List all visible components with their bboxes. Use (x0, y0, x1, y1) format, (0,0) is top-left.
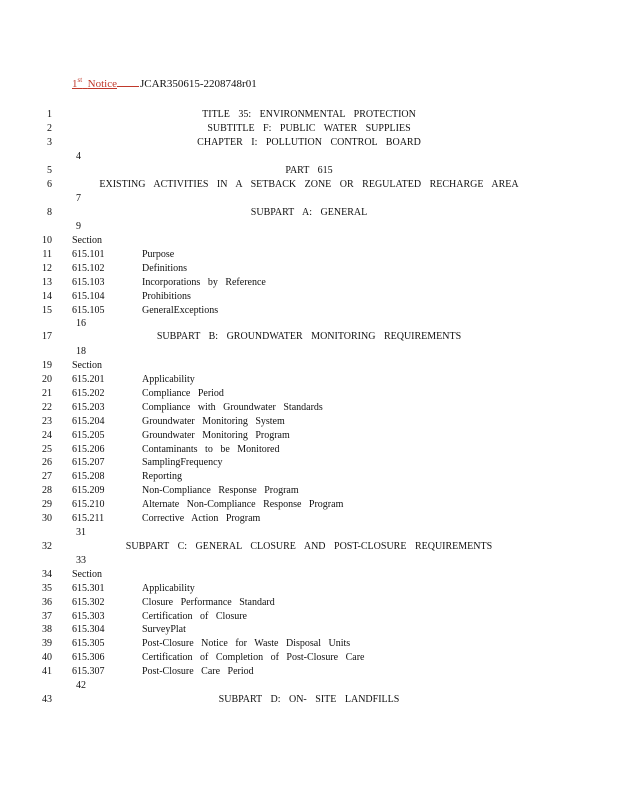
notice-superscript: st (77, 76, 83, 84)
section-title: Certification of Closure (142, 611, 247, 622)
document-line (0, 693, 618, 707)
section-number: 615.302 (72, 597, 105, 608)
centered-heading: EXISTING ACTIVITIES IN A SETBACK ZONE OR REGULATED RECHARGE AREA (99, 179, 519, 190)
line-number: 38 (42, 624, 52, 635)
section-title: Compliance Period (142, 388, 224, 399)
jcar-number: JCAR350615-2208748r01 (140, 78, 257, 90)
line-number: 2 (47, 123, 52, 134)
document-line (0, 512, 618, 526)
line-number: 25 (42, 444, 52, 455)
section-number: 615.206 (72, 444, 105, 455)
line-number: 15 (42, 305, 52, 316)
section-title: Definitions (142, 263, 187, 274)
document-line (0, 178, 618, 192)
centered-heading: SUBPART A: GENERAL (250, 207, 368, 218)
document-line (0, 150, 618, 164)
document-line (0, 122, 618, 136)
section-title: Closure Performance Standard (142, 597, 275, 608)
section-title: Corrective Action Program (142, 513, 261, 524)
notice-label (72, 78, 117, 90)
line-number: 26 (42, 457, 52, 468)
section-number: 615.201 (72, 374, 105, 385)
section-number: 615.211 (72, 513, 105, 524)
document-line (0, 498, 618, 512)
line-number: 42 (76, 680, 86, 691)
document-line (0, 484, 618, 498)
line-number: 30 (42, 513, 52, 524)
document-line (0, 373, 618, 387)
document-line (0, 248, 618, 262)
section-title: Contaminants to be Monitored (142, 444, 280, 455)
section-title: SamplingFrequency (142, 457, 223, 468)
line-number: 41 (42, 666, 52, 677)
document-line (0, 679, 618, 693)
section-title: Purpose (142, 249, 175, 260)
notice-number: 1 (72, 78, 78, 90)
document-line (0, 234, 618, 248)
document-line (0, 540, 618, 554)
document-line (0, 456, 618, 470)
line-number: 11 (42, 249, 52, 260)
section-number: 615.208 (72, 471, 105, 482)
document-line (0, 136, 618, 150)
line-number: 32 (42, 541, 52, 552)
section-title: Alternate Non-Compliance Response Program (142, 499, 344, 510)
document-line (0, 596, 618, 610)
line-number: 5 (47, 165, 52, 176)
document-line (0, 359, 618, 373)
document-line (0, 415, 618, 429)
document-line (0, 526, 618, 540)
section-heading: Section (72, 235, 102, 246)
section-title: Post-Closure Notice for Waste Disposal Units (142, 638, 351, 649)
line-number: 33 (76, 555, 86, 566)
line-number: 4 (76, 151, 81, 162)
centered-heading: TITLE 35: ENVIRONMENTAL PROTECTION (202, 109, 416, 120)
document-line (0, 623, 618, 637)
document-line (0, 387, 618, 401)
section-number: 615.307 (72, 666, 105, 677)
section-title: Post-Closure Care Period (142, 666, 254, 677)
section-title: Applicability (142, 374, 195, 385)
document-line (0, 554, 618, 568)
section-title: Non-Compliance Response Program (142, 485, 299, 496)
line-number: 14 (42, 291, 52, 302)
centered-heading: SUBPART B: GROUNDWATER MONITORING REQUIREMENTS (156, 331, 462, 342)
document-line (0, 665, 618, 679)
document-line (0, 330, 618, 344)
line-number: 13 (42, 277, 52, 288)
line-number: 16 (76, 318, 86, 329)
section-number: 615.204 (72, 416, 105, 427)
section-title: Compliance with Groundwater Standards (142, 402, 323, 413)
section-number: 615.203 (72, 402, 105, 413)
section-number: 615.102 (72, 263, 105, 274)
line-number: 22 (42, 402, 52, 413)
notice-header (72, 76, 257, 90)
section-title: GeneralExceptions (142, 305, 219, 316)
section-number: 615.104 (72, 291, 105, 302)
line-number: 12 (42, 263, 52, 274)
line-number: 31 (76, 527, 86, 538)
document-line (0, 610, 618, 624)
section-title: Certification of Completion of Post-Closure Care (142, 652, 365, 663)
document-line (0, 290, 618, 304)
line-number: 39 (42, 638, 52, 649)
notice-word: Notice (87, 78, 117, 90)
line-number: 36 (42, 597, 52, 608)
line-number: 21 (42, 388, 52, 399)
document-line (0, 317, 618, 331)
centered-heading: PART 615 (285, 165, 333, 176)
centered-heading: CHAPTER I: POLLUTION CONTROL BOARD (197, 137, 421, 148)
line-number: 10 (42, 235, 52, 246)
section-heading: Section (72, 360, 102, 371)
section-number: 615.304 (72, 624, 105, 635)
line-number: 3 (47, 137, 52, 148)
line-number: 6 (47, 179, 52, 190)
section-number: 615.105 (72, 305, 105, 316)
section-title: Applicability (142, 583, 195, 594)
line-number: 1 (47, 109, 52, 120)
section-title: Prohibitions (142, 291, 191, 302)
line-number: 40 (42, 652, 52, 663)
document-line (0, 276, 618, 290)
line-number: 29 (42, 499, 52, 510)
document-line (0, 637, 618, 651)
document-line (0, 651, 618, 665)
line-number: 28 (42, 485, 52, 496)
document-line (0, 192, 618, 206)
line-number: 8 (47, 207, 52, 218)
document-line (0, 443, 618, 457)
section-number: 615.202 (72, 388, 105, 399)
section-title: Groundwater Monitoring System (142, 416, 285, 427)
section-number: 615.205 (72, 430, 105, 441)
document-line (0, 470, 618, 484)
document-line (0, 304, 618, 318)
centered-heading: SUBTITLE F: PUBLIC WATER SUPPLIES (207, 123, 411, 134)
document-line (0, 582, 618, 596)
line-number: 18 (76, 346, 86, 357)
section-title: Incorporations by Reference (142, 277, 266, 288)
section-number: 615.207 (72, 457, 105, 468)
line-number: 34 (42, 569, 52, 580)
section-number: 615.306 (72, 652, 105, 663)
section-title: Groundwater Monitoring Program (142, 430, 290, 441)
section-number: 615.101 (72, 249, 105, 260)
section-number: 615.210 (72, 499, 105, 510)
section-number: 615.305 (72, 638, 105, 649)
section-number: 615.103 (72, 277, 105, 288)
document-line (0, 206, 618, 220)
document-line (0, 429, 618, 443)
centered-heading: SUBPART D: ON- SITE LANDFILLS (218, 694, 400, 705)
document-line (0, 345, 618, 359)
line-number: 27 (42, 471, 52, 482)
line-number: 19 (42, 360, 52, 371)
document-line (0, 401, 618, 415)
section-number: 615.209 (72, 485, 105, 496)
line-number: 23 (42, 416, 52, 427)
document-line (0, 220, 618, 234)
line-number: 20 (42, 374, 52, 385)
section-title: SurveyPlat (142, 624, 186, 635)
section-number: 615.303 (72, 611, 105, 622)
document-line (0, 108, 618, 122)
document-line (0, 262, 618, 276)
line-number: 9 (76, 221, 81, 232)
section-number: 615.301 (72, 583, 105, 594)
line-number: 35 (42, 583, 52, 594)
centered-heading: SUBPART C: GENERAL CLOSURE AND POST-CLOSURE REQUIREMENTS (125, 541, 493, 552)
line-number: 37 (42, 611, 52, 622)
line-number: 7 (76, 193, 81, 204)
line-number: 43 (42, 694, 52, 705)
line-number: 24 (42, 430, 52, 441)
section-heading: Section (72, 569, 102, 580)
document-line (0, 568, 618, 582)
line-number: 17 (42, 331, 52, 342)
document-line (0, 164, 618, 178)
section-title: Reporting (142, 471, 182, 482)
notice-underline (117, 77, 139, 87)
